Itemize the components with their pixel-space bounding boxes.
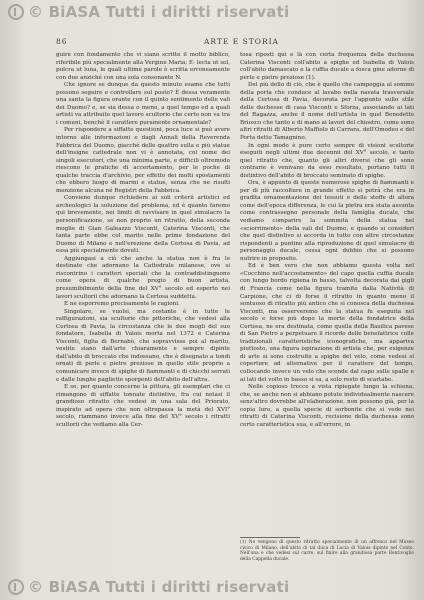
watermark-text: © BiASA Tutti i diritti riservati — [28, 578, 290, 596]
paragraph: Singolare, se vuolsi, ma costante è in tutte le raffigurazioni, sia scultorie che pittoriche, che vedesi alla Certosa di Pavia, la circostanza che le due mogli del suo fondatore, Isabella di Valois morta nel 1372 e Caterina Visconti, figlia di Bernabò, che sopravvisse poi al marito, vestite siano dall'arte chiaramente e sempre dipinte dall'abito di broccato che indossano, che è disegnato a tondi ornati di perle e pietre preziose in quello stile proprio a comunicare invece di spighe di fiammanti e di chicchi serrati e dalle lunghe pagliette sporgenti dell'abito dell'altra. — [56, 308, 230, 383]
footnote: (1) Ne vengono di questo ritratto specialmente di un affresco nel Museo civico di Milano, dell'abito di tal duca di Lucia di Valois dipinto nel Conte. Nell'una e che vedesi sul carre, sul finire alla grandiosa parte Bentivoglio della Cappella ducale. — [240, 540, 414, 562]
footnote-rule — [240, 537, 300, 538]
watermark-top — [8, 3, 289, 21]
paragraph: tosa riposti qui e là con certa frequenza della duchessa Caterina Visconti coll'abito a spighe ed Isabella di Valois coll'abito damascato e la cuffia ducale a fosca gine adorne di perle e pietre preziose (1). — [240, 52, 414, 81]
left-column — [56, 52, 230, 429]
paragraph: E ne esporremo precisamente le ragioni. — [64, 301, 180, 308]
paragraph: Nelle copioso trecce a vista ripiegate lungo la schiena, che, se anche non si abbiano potute individualmente nascere senz'altro dovrebbe all'elaborazione, non possono già, per la copia loro, a quella specie di sorbonite che si vede nei ritratti di Caterina Visconti, recisione della duchessa sono certo caratteristica sua, e all'errore, in — [240, 384, 414, 428]
paragraph: Ora, è appunto di queste numerose spighe di fiammanti e per di più raccolture in grande effetto si potrà che era in gradita ornamentazione dei tessuti e delle stoffe di allora come dell'epoca differenza, le cui la pietra era stata assunta come contrassegno personale della famiglia ducale, che vediamo comparire la sommità della statua nel «sciorrimento» della vali del Duomo, e quando si consideri che quel distintivo si accorda in tutto con altre circostanze rispondenti a puntino alla riproduzione di quel simulacro di personaggio ducale, cessa ogni dubbio che si possono nutrire in proposito. — [240, 180, 414, 262]
paragraph: Aggiungasi a ciò che anche la statua non è fra le destinate che adornano la Cattedrale milanese, ove si riscontrino i caratteri speciali che la contraddistinguono come opera di qualche pregio di buon artista, presumibilmente della fine del XV° secolo ed esperto nei lavori scultorii che adornano la Certosa suddetta. — [56, 255, 230, 300]
right-column — [240, 52, 414, 429]
page-number: 86 — [56, 37, 68, 46]
paragraph: Per rispondere a siffatte questioni, poca luce si può avere intorno alle informazioni e dagli Annali della Reverenda Fabbrica del Duomo, giacchè delle quattro sulla e più statue dell'insigne cattedrale non vi è annotata, col nome dei singoli esecutori, che una minima parte, e difficili oltremodo riescono le pratiche di accertamento, per le poche di qualche traccia d'archivio, per effetto dei molti spostamenti che ebbero luogo di marmi e statue, senza che ne risulti menzione alcuna né Registri della Fabbrica. — [56, 127, 230, 194]
biasa-logo-icon — [8, 4, 24, 20]
paragraph: E se, per quanto concerne la pittura, gli esemplari che ci rimangono di siffatte tonnate distintive, fra cui notasi il grandioso ritratto che vedesi in una sala del Priorato, inspirato ad opera che non oltrepassa la metà del XVI° secolo, riammano invece alla fine del XV° secolo i ritratti scultorii che vediamo alla Cer- — [56, 384, 230, 428]
watermark-text: © BiASA Tutti i diritti riservati — [28, 3, 290, 21]
paragraph: Che ignore se dunque da questo minuto esame che tutti possono seguire e controllare sul posto? È dessa veramente una santa la figura orante con il quinto sentimento delle vali dei Duomo? e, se sia dessa o meno, a quel tempo ed a quali artisti va attribuito quel lavoro scultorio che certo non va tra i comuni, benchè il carattere puramente ornamentale? — [56, 82, 230, 126]
paragraph: guire con fondamento che vi siano scritte il motto biblico, riferibile più specialmente alla Vergine Maria; E- lecta ut sol, pulcra ut luna, le quali ultime parole è scritta erroneamente con due anziché con una sola consonante N. — [56, 52, 230, 81]
paragraph: Conviene dunque richiedere ai soli criterii artistici ed archeologici la soluzione del problema, ed è quanto faremo qui brevemente, nei limiti di ravvisare in quel simulacro la personificazione, se non proprio un ritratto, della seconda moglie di Gian Galeazzo Visconti, Caterina Visconti, che tanta parte ebbe col marito nelle prime fondazione del Duomo di Milano e nell'erezione della Certosa di Pavia, ad essa più specialmente dovuti. — [56, 195, 230, 255]
biasa-logo-icon — [8, 579, 24, 595]
paragraph: Del più dello di ciò, che è quello che campeggia al sommo della porta che conduce al lavabo nella navata trasversale della Certosa di Pavia, decorata per l'appunto sullo stile delle duchesse di casa Visconti e Sforza, associando ai lati del Ragazza, anche il nome dell'artista in quel Benedetto Briosco che tanto e di mano ai lavori del chiostro, come sono altri ritratti di Alberto Maffiolo di Carrara, dell'Omodeo e del Porta detto Tamagnino. — [240, 82, 414, 142]
paragraph: Ed è ben vero che non abbiamo questa volta nel «Cocchino nell'accostamento» del capo quella cuffia ducale con lungo bordo ripiena in basso, talvolta decorata dai gigli di Francia come nella figura tramite dalla Natività di Carpione, che ci di forse il ritratto in quanto meno il sontuoso di ritratto più antico che si conosca della duchessa Visconti, ma osserveremo che la statua fu eseguita nel secolo e forse più dopo la morte della fondatrice della Certosa, ne era destinata, come quella della Basilica pavese di San Pietro a perpetuare il ricordo delle benefattrice colle tradizionali caratteristiche iconografiche, ma appariva piuttosto, una figura ispirazione di artista che, per esigenze di arte si sono costruite a spighe del velo, come vedesi si coperture ad alternative per il carattere del tempo, collocando invece un velo che scende dal capo sulle spalle e ai lati del volto in basso si sa, a solo resto di scartabo. — [240, 263, 414, 383]
journal-title: ARTE E STORIA — [204, 37, 279, 46]
watermark-bottom — [8, 578, 289, 596]
paragraph: In ogni modo è pure certo sempre di visioni scultorie eseguiti negli ultimi due decennii del XV° secolo, e tanto quel ritratto che, quanto gli altri diversi che gli sono contrarie è venivano da esso resultato, portano tutti il distintivo dell'abito di broccato seminato di spighe. — [240, 142, 414, 179]
